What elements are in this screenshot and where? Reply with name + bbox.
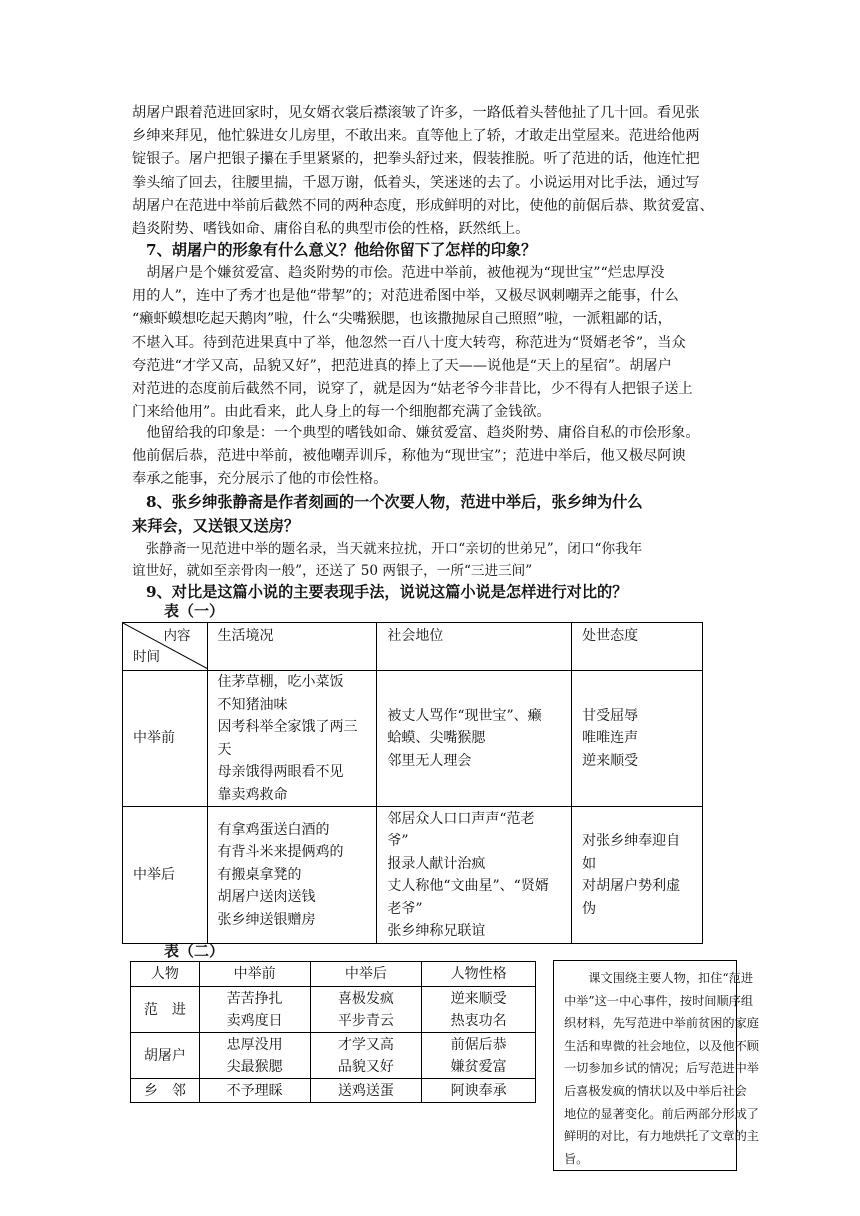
text-line: 趋炎附势、嗜钱如命、庸俗自私的典型市侩的性格，跃然纸上。	[132, 221, 530, 238]
after-cell	[310, 1033, 422, 1079]
person-cell: 范 进	[131, 987, 200, 1033]
text-line: 夸范进“才学又高，品貌又好”，把范进真的捧上了天——说他是“天上的星宿”。胡屠户	[132, 357, 672, 374]
cell-line: 天	[217, 741, 232, 758]
cell-line: 老爷”	[387, 900, 423, 917]
person-cell: 胡屠户	[131, 1033, 200, 1079]
text-line: 用的人”，连中了秀才也是他“带挈”的；对范进希图中举，又极尽讽刺嘲弄之能事，什么	[132, 288, 679, 305]
question-text: 来拜会，又送银又送房？	[132, 517, 300, 535]
cell-line: 阿谀奉承	[450, 1082, 507, 1099]
cell-line: 张乡绅称兄联谊	[387, 923, 486, 939]
cell-line: 平步青云	[337, 1012, 394, 1029]
text-line: 他前倨后恭，范进中举前，被他嘲弄训斥，称他为“现世宝”；范进中举后，他又极尽阿谀	[132, 448, 686, 465]
table-row	[131, 987, 536, 1033]
text-line: 胡屠户在范进中举前后截然不同的两种态度，形成鲜明的对比，使他的前倨后恭、欺贫爱富、	[132, 197, 714, 214]
cell-line: 对张乡绅奉迎自	[582, 833, 681, 849]
social-status-cell	[377, 807, 572, 944]
diagonal-header-cell	[123, 623, 208, 671]
social-status-cell	[377, 671, 572, 807]
intro-paragraph	[132, 102, 732, 241]
text-line: 中举”这一中心事件，按时间顺序组	[564, 993, 754, 1008]
column-header: 中举后	[310, 962, 422, 987]
after-cell	[310, 1079, 422, 1103]
cell-line: 蛤蟆、尖嘴猴腮	[387, 730, 486, 747]
text-line: 生活和卑微的社会地位，以及他不顾	[564, 1038, 759, 1053]
cell-line: 靠卖鸡救命	[217, 786, 288, 803]
corner-label-content: 内容	[163, 628, 191, 644]
cell-line: 不予理睬	[226, 1082, 283, 1099]
comparison-table-2	[130, 961, 536, 1103]
text-line: 锭银子。屠户把银子攥在手里紧紧的，把拳头舒过来，假装推脱。听了范进的话，他连忙把	[132, 151, 700, 168]
question-text: 8、张乡绅张静斋是作者刻画的一个次要人物，范进中举后，张乡绅为什么	[146, 493, 643, 511]
traits-cell	[422, 987, 536, 1033]
answer-8	[132, 538, 732, 582]
table-row	[123, 671, 703, 807]
column-header: 中举前	[199, 962, 310, 987]
text-line: 旨。	[564, 1151, 589, 1166]
table-row	[131, 1079, 536, 1103]
cell-line: 母亲饿得两眼看不见	[217, 764, 344, 780]
question-8	[132, 490, 756, 538]
cell-line: 才学又高	[337, 1036, 394, 1053]
cell-line: 喜极发疯	[337, 990, 394, 1007]
cell-line: 不知猪油味	[217, 696, 288, 713]
cell-line: 邻居众人口口声声“范老	[387, 810, 535, 827]
life-condition-cell	[207, 671, 377, 807]
text-line: 乡绅来拜见，他忙躲进女儿房里，不敢出来。直等他上了轿，才敢走出堂屋来。范进给他两	[132, 128, 700, 145]
life-condition-cell	[207, 807, 377, 944]
text-line: 谊世好，就如至亲骨肉一般”，还送了 50 两银子，一所“三进三间”	[132, 563, 533, 579]
before-cell	[199, 1033, 310, 1079]
cell-line: 忠厚没用	[226, 1036, 283, 1053]
text-line: 对范进的态度前后截然不同，说穿了，就是因为“姑老爷今非昔比，少不得有人把银子送上	[132, 381, 693, 398]
comparison-table-1	[122, 622, 703, 944]
column-header: 生活境况	[207, 623, 377, 671]
text-line: 地位的显著变化。前后两部分形成了	[564, 1106, 759, 1121]
text-line: 他留给我的印象是：一个典型的嗜钱如命、嫌贫爱富、趋炎附势、庸俗自私的市侩形象。	[132, 425, 700, 441]
table-header-row	[131, 962, 536, 987]
cell-line: 胡屠户送肉送钱	[217, 889, 316, 906]
cell-line: 邻里无人理会	[387, 752, 472, 769]
row-header-cell: 中举后	[123, 807, 208, 944]
cell-line: 有背斗米来提俩鸡的	[217, 844, 344, 861]
column-header: 社会地位	[377, 623, 572, 671]
table-2-caption: 表（二）	[164, 942, 225, 960]
cell-line: 热衷功名	[450, 1012, 507, 1029]
text-line: 胡屠户是个嫌贫爱富、趋炎附势的市侩。范进中举前，被他视为“现世宝”“烂忠厚没	[132, 265, 665, 281]
text-line: 奉承之能事，充分展示了他的市侩性格。	[132, 471, 388, 488]
table-header-row	[123, 623, 703, 671]
traits-cell	[422, 1033, 536, 1079]
summary-text-box	[553, 960, 759, 1171]
cell-line: 爷”	[387, 833, 409, 849]
cell-line: 尖最猴腮	[226, 1058, 283, 1075]
cell-line: 丈人称他“文曲星”、“贤婿	[387, 878, 549, 894]
text-line: 门来给他用”。由此看来，此人身上的每一个细胞都充满了金钱欲。	[132, 404, 551, 421]
table-row	[123, 807, 703, 944]
column-header: 人物	[131, 962, 200, 987]
text-line: 不堪入耳。待到范进果真中了举，他忽然一百八十度大转弯，称范进为“贤婿老爷”，当众	[132, 334, 686, 351]
cell-line: 甘受屈辱	[582, 707, 639, 724]
cell-line: 住茅草棚，吃小菜饭	[217, 674, 344, 690]
question-9	[146, 580, 756, 604]
column-header: 人物性格	[422, 962, 536, 987]
cell-line: 报录人献计治疯	[387, 855, 486, 872]
text-line: 张静斋一见范进中举的题名录，当天就来拉扰，开口“亲切的世弟兄”，闭口“你我年	[132, 541, 643, 557]
cell-line: 伪	[582, 900, 597, 917]
text-line: 织材料，先写范进中举前贫困的家庭	[564, 1016, 759, 1031]
traits-cell	[422, 1079, 536, 1103]
cell-line: 卖鸡度日	[226, 1012, 283, 1029]
person-cell: 乡 邻	[131, 1079, 200, 1103]
question-7	[146, 238, 756, 262]
cell-line: 有搬桌拿凳的	[217, 866, 302, 883]
cell-line: 送鸡送蛋	[337, 1082, 394, 1099]
attitude-cell	[572, 807, 703, 944]
text-line: 后喜极发疯的情状以及中举后社会	[564, 1083, 747, 1098]
table-1-caption: 表（一）	[164, 602, 225, 620]
cell-line: 逆来顺受	[450, 990, 507, 1007]
text-line: 拳头缩了回去，往腰里揣，千恩万谢，低着头，笑迷迷的去了。小说运用对比手法，通过写	[132, 174, 700, 191]
cell-line: 被丈人骂作“现世宝”、癞	[387, 707, 542, 724]
question-text: 9、对比是这篇小说的主要表现手法，说说这篇小说是怎样进行对比的？	[146, 583, 628, 601]
attitude-cell	[572, 671, 703, 807]
cell-line: 唯唯连声	[582, 730, 639, 747]
cell-line: 因考科举全家饿了两三	[217, 719, 358, 735]
cell-line: 有拿鸡蛋送白酒的	[217, 821, 330, 838]
answer-7-part-1	[132, 262, 732, 424]
text-line: 课文围绕主要人物，扣住“范进	[564, 971, 754, 985]
cell-line: 张乡绅送银赠房	[217, 911, 316, 928]
answer-7-part-2	[132, 422, 732, 492]
cell-line: 前倨后恭	[450, 1036, 507, 1053]
column-header: 处世态度	[572, 623, 703, 671]
row-header-cell: 中举前	[123, 671, 208, 807]
cell-line: 如	[582, 855, 597, 872]
text-line: 胡屠户跟着范进回家时，见女婿衣裳后襟滚皱了许多，一路低着头替他扯了几十回。看见张	[132, 105, 700, 121]
before-cell	[199, 987, 310, 1033]
cell-line: 苦苦挣扎	[226, 990, 283, 1007]
table-row	[131, 1033, 536, 1079]
before-cell	[199, 1079, 310, 1103]
cell-line: 对胡屠户势利虚	[582, 878, 681, 894]
question-text: 7、胡屠户的形象有什么意义？他给你留下了怎样的印象？	[146, 241, 537, 259]
corner-label-time: 时间	[133, 648, 160, 665]
cell-line: 品貌又好	[337, 1058, 394, 1075]
text-line: 一切参加乡试的情况；后写范进中举	[564, 1061, 759, 1076]
cell-line: 逆来顺受	[582, 752, 639, 769]
text-line: 鲜明的对比，有力地烘托了文章的主	[564, 1129, 759, 1144]
cell-line: 嫌贫爱富	[450, 1058, 507, 1075]
text-line: “癞虾蟆想吃起天鹅肉”啦，什么“尖嘴猴腮，也该撒抛尿自己照照”啦，一派粗鄙的话，	[132, 311, 672, 328]
after-cell	[310, 987, 422, 1033]
